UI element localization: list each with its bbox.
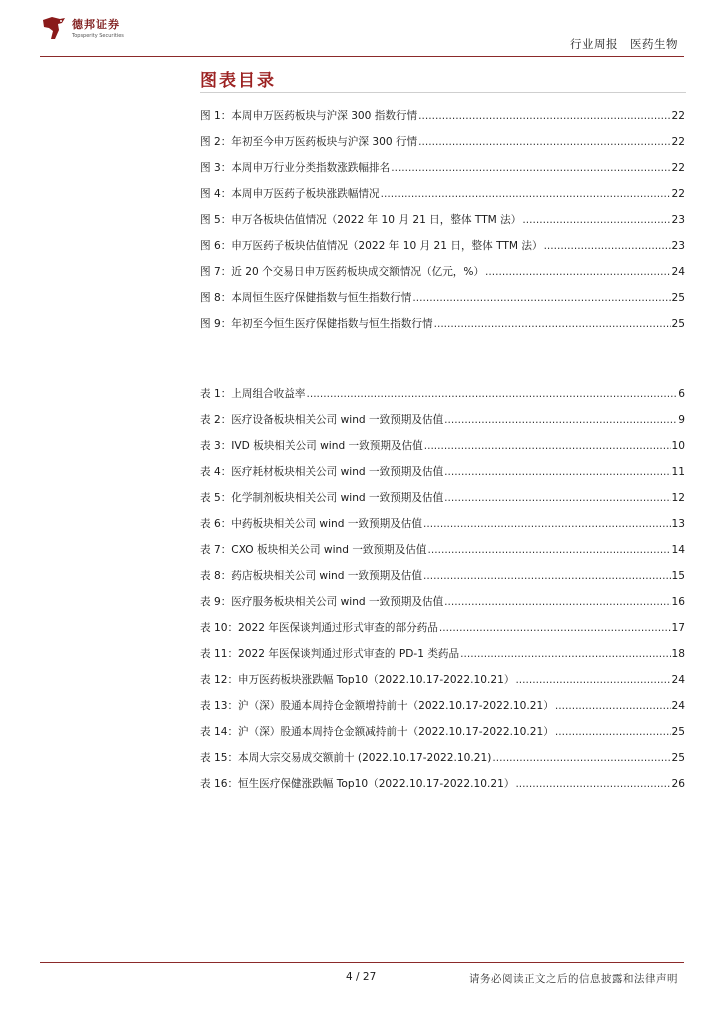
entry-page: 24 bbox=[671, 674, 685, 686]
leader-dots bbox=[515, 778, 670, 790]
leader-dots bbox=[485, 266, 670, 278]
figure-entry[interactable] bbox=[200, 108, 685, 123]
table-entry[interactable] bbox=[200, 594, 685, 609]
entry-label: 表 6：中药板块相关公司 wind 一致预期及估值 bbox=[200, 518, 422, 530]
table-entry[interactable] bbox=[200, 776, 685, 791]
leader-dots bbox=[306, 388, 677, 400]
company-logo bbox=[40, 14, 124, 42]
entry-page: 22 bbox=[671, 110, 685, 122]
entry-label: 表 8：药店板块相关公司 wind 一致预期及估值 bbox=[200, 570, 422, 582]
figure-entry[interactable] bbox=[200, 238, 685, 253]
entry-label: 图 7：近 20 个交易日申万医药板块成交额情况（亿元，%） bbox=[200, 266, 485, 278]
leader-dots bbox=[391, 162, 670, 174]
entry-label: 图 9：年初至今恒生医疗保健指数与恒生指数行情 bbox=[200, 318, 433, 330]
entry-label: 图 3：本周申万行业分类指数涨跌幅排名 bbox=[200, 162, 391, 174]
entry-page: 23 bbox=[671, 240, 685, 252]
leader-dots bbox=[444, 466, 670, 478]
leader-dots bbox=[423, 570, 671, 582]
entry-page: 13 bbox=[671, 518, 685, 530]
figure-entry[interactable] bbox=[200, 186, 685, 201]
entry-label: 表 10：2022 年医保谈判通过形式审查的部分药品 bbox=[200, 622, 438, 634]
entry-label: 表 2：医疗设备板块相关公司 wind 一致预期及估值 bbox=[200, 414, 444, 426]
industry-name: 医药生物 bbox=[630, 37, 678, 51]
leader-dots bbox=[544, 240, 671, 252]
table-entry[interactable] bbox=[200, 724, 685, 739]
leader-dots bbox=[423, 518, 671, 530]
brand-name-cn: 德邦证券 bbox=[72, 18, 120, 31]
leader-dots bbox=[439, 622, 671, 634]
entry-page: 25 bbox=[671, 726, 685, 738]
figure-entry[interactable] bbox=[200, 134, 685, 149]
entry-label: 图 6：申万医药子板块估值情况（2022 年 10 月 21 日，整体 TTM 法） bbox=[200, 240, 543, 252]
leader-dots bbox=[424, 440, 671, 452]
entry-label: 图 1：本周申万医药板块与沪深 300 指数行情 bbox=[200, 110, 418, 122]
logo-mark-icon bbox=[40, 14, 68, 42]
entry-page: 22 bbox=[671, 162, 685, 174]
entry-label: 图 2：年初至今申万医药板块与沪深 300 行情 bbox=[200, 136, 418, 148]
entry-page: 25 bbox=[671, 752, 685, 764]
entry-page: 23 bbox=[671, 214, 685, 226]
table-entry[interactable] bbox=[200, 542, 685, 557]
entry-label: 表 1：上周组合收益率 bbox=[200, 388, 306, 400]
entry-page: 25 bbox=[671, 318, 685, 330]
entry-page: 16 bbox=[671, 596, 685, 608]
leader-dots bbox=[427, 544, 670, 556]
footer-rule bbox=[40, 962, 684, 963]
table-entry[interactable] bbox=[200, 620, 685, 635]
report-header bbox=[570, 36, 678, 52]
entry-label: 表 16：恒生医疗保健涨跌幅 Top10（2022.10.17-2022.10.21） bbox=[200, 778, 515, 790]
leader-dots bbox=[555, 700, 671, 712]
table-entry[interactable] bbox=[200, 516, 685, 531]
table-entry[interactable] bbox=[200, 412, 685, 427]
figure-entry[interactable] bbox=[200, 160, 685, 175]
entry-page: 12 bbox=[671, 492, 685, 504]
entry-label: 表 13：沪（深）股通本周持仓金额增持前十（2022.10.17-2022.10.21） bbox=[200, 700, 554, 712]
entry-label: 图 8：本周恒生医疗保健指数与恒生指数行情 bbox=[200, 292, 412, 304]
leader-dots bbox=[412, 292, 670, 304]
table-entry[interactable] bbox=[200, 646, 685, 661]
figure-entry[interactable] bbox=[200, 316, 685, 331]
entry-page: 24 bbox=[671, 266, 685, 278]
leader-dots bbox=[460, 648, 670, 660]
entry-page: 22 bbox=[671, 188, 685, 200]
table-entry[interactable] bbox=[200, 568, 685, 583]
leader-dots bbox=[444, 492, 670, 504]
entry-page: 15 bbox=[671, 570, 685, 582]
figure-entry[interactable] bbox=[200, 290, 685, 305]
entry-page: 25 bbox=[671, 292, 685, 304]
toc-title: 图表目录 bbox=[200, 71, 276, 91]
table-entry[interactable] bbox=[200, 386, 685, 401]
leader-dots bbox=[444, 414, 677, 426]
leader-dots bbox=[522, 214, 670, 226]
table-entry[interactable] bbox=[200, 698, 685, 713]
table-entry[interactable] bbox=[200, 438, 685, 453]
entry-label: 表 3：IVD 板块相关公司 wind 一致预期及估值 bbox=[200, 440, 423, 452]
page-number: 4 / 27 bbox=[346, 971, 377, 983]
entry-label: 表 11：2022 年医保谈判通过形式审查的 PD-1 类药品 bbox=[200, 648, 460, 660]
table-entry[interactable] bbox=[200, 750, 685, 765]
entry-page: 18 bbox=[671, 648, 685, 660]
entry-label: 表 14：沪（深）股通本周持仓金额减持前十（2022.10.17-2022.10.21） bbox=[200, 726, 554, 738]
entry-page: 11 bbox=[671, 466, 685, 478]
entry-page: 26 bbox=[671, 778, 685, 790]
entry-label: 表 7：CXO 板块相关公司 wind 一致预期及估值 bbox=[200, 544, 427, 556]
entry-label: 表 9：医疗服务板块相关公司 wind 一致预期及估值 bbox=[200, 596, 444, 608]
leader-dots bbox=[492, 752, 670, 764]
entry-page: 17 bbox=[671, 622, 685, 634]
table-entry[interactable] bbox=[200, 672, 685, 687]
leader-dots bbox=[381, 188, 671, 200]
entry-label: 图 4：本周申万医药子板块涨跌幅情况 bbox=[200, 188, 380, 200]
entry-page: 10 bbox=[671, 440, 685, 452]
entry-page: 6 bbox=[678, 388, 685, 400]
entry-label: 表 12：申万医药板块涨跌幅 Top10（2022.10.17-2022.10.21） bbox=[200, 674, 515, 686]
entry-page: 14 bbox=[671, 544, 685, 556]
table-entry[interactable] bbox=[200, 464, 685, 479]
entry-page: 24 bbox=[671, 700, 685, 712]
entry-label: 表 15：本周大宗交易成交额前十 (2022.10.17-2022.10.21) bbox=[200, 752, 492, 764]
leader-dots bbox=[515, 674, 670, 686]
entry-label: 表 5：化学制剂板块相关公司 wind 一致预期及估值 bbox=[200, 492, 444, 504]
entry-page: 22 bbox=[671, 136, 685, 148]
leader-dots bbox=[444, 596, 670, 608]
entry-label: 表 4：医疗耗材板块相关公司 wind 一致预期及估值 bbox=[200, 466, 444, 478]
leader-dots bbox=[418, 136, 670, 148]
leader-dots bbox=[434, 318, 671, 330]
brand-name-en: Topsperity Securities bbox=[72, 33, 124, 39]
table-entry[interactable] bbox=[200, 490, 685, 505]
legal-disclaimer: 请务必阅读正文之后的信息披露和法律声明 bbox=[469, 973, 678, 985]
figure-entry[interactable] bbox=[200, 264, 685, 279]
figure-entry[interactable] bbox=[200, 212, 685, 227]
leader-dots bbox=[555, 726, 671, 738]
toc-title-underline bbox=[200, 92, 686, 93]
leader-dots bbox=[418, 110, 670, 122]
entry-page: 9 bbox=[678, 414, 685, 426]
entry-label: 图 5：申万各板块估值情况（2022 年 10 月 21 日，整体 TTM 法） bbox=[200, 214, 522, 226]
header-rule bbox=[40, 56, 684, 57]
report-type: 行业周报 bbox=[570, 37, 618, 51]
